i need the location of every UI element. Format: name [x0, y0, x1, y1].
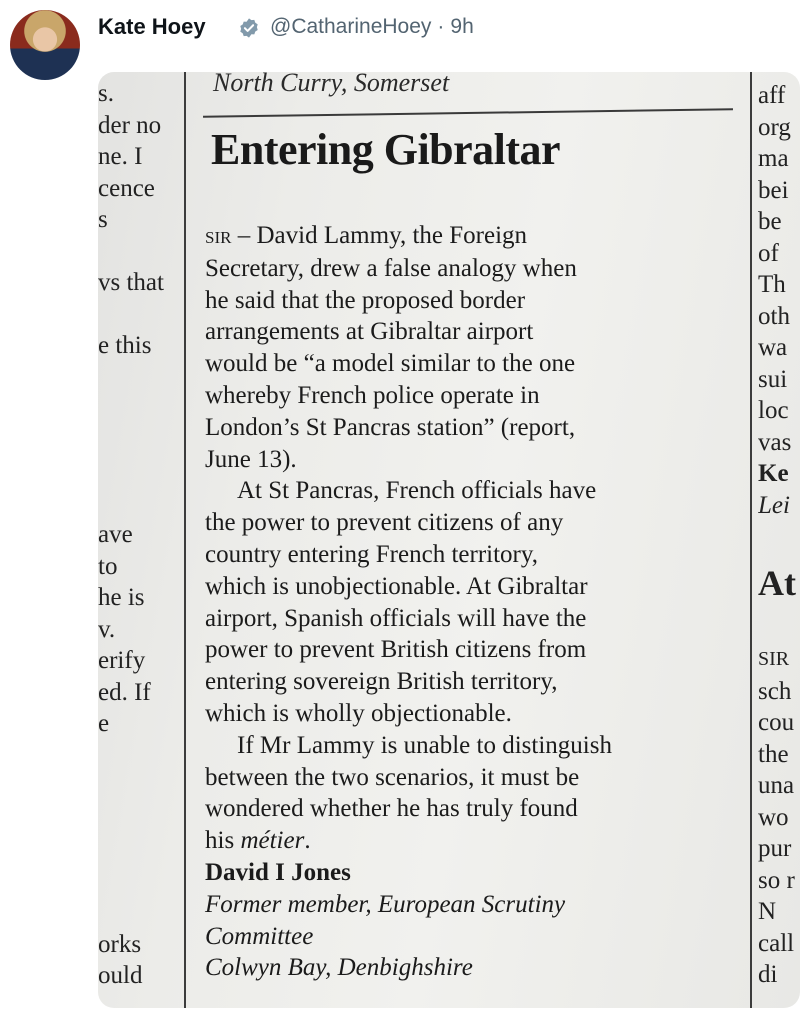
fragment-line: una: [758, 772, 795, 799]
fragment-line: [98, 236, 182, 268]
fragment-line: be: [758, 208, 782, 235]
fragment-line: SIR: [758, 648, 790, 670]
fragment-line: e this: [98, 332, 152, 359]
body-line: sir – David Lammy, the Foreign: [205, 222, 528, 249]
fragment-line: bei: [758, 176, 789, 204]
body-line: which is wholly objectionable.: [205, 699, 512, 727]
fragment-line: ne. I: [98, 143, 143, 170]
separator-dot: ·: [437, 15, 445, 38]
fragment-line: [98, 897, 182, 929]
fragment-line: N: [758, 898, 777, 925]
fragment-line: vas: [758, 428, 792, 456]
fragment-line: wa: [758, 334, 788, 361]
fragment-line: erify: [98, 647, 146, 674]
fragment-line: [98, 771, 182, 803]
fragment-line: s.: [98, 80, 114, 107]
fragment-line: Ke: [758, 460, 789, 487]
fragment-line: [98, 740, 182, 772]
fragment-line: pur: [758, 835, 792, 862]
fragment-line: so r: [758, 866, 795, 894]
fragment-line: loc: [758, 397, 789, 424]
fragment-line: [98, 393, 182, 425]
verified-badge-icon: [238, 17, 260, 39]
fragment-line: [98, 362, 182, 394]
fragment-line: [98, 488, 182, 520]
fragment-line: s: [98, 206, 108, 233]
fragment-line: [758, 521, 800, 553]
body-line: London’s St Pancras station” (report,: [205, 413, 576, 441]
fragment-line: [98, 456, 182, 488]
body-line: wondered whether he has truly found: [205, 795, 578, 823]
fragment-line: aff: [758, 82, 786, 109]
fragment-line: call: [758, 929, 795, 957]
fragment-line: ma: [758, 145, 789, 172]
left-column-fragments: [98, 78, 182, 992]
fragment-line: sch: [758, 677, 792, 705]
fragment-line: [98, 425, 182, 457]
fragment-line: At: [758, 562, 796, 603]
author-handle-and-time: [270, 15, 474, 39]
body-line: arrangements at Gibraltar airport: [205, 318, 534, 346]
signature-role: Former member, European Scrutiny: [205, 890, 566, 918]
fragment-line: cence: [98, 174, 155, 202]
body-line: If Mr Lammy is unable to distinguish: [237, 731, 612, 759]
fragment-line: v.: [98, 615, 116, 643]
body-line: airport, Spanish officials will have the: [205, 604, 587, 632]
fragment-line: oth: [758, 302, 790, 330]
fragment-line: [98, 866, 182, 898]
right-column-rule: [750, 72, 752, 1008]
italic-word: métier: [240, 827, 305, 855]
fragment-line: to: [98, 552, 118, 580]
newspaper-clipping-image[interactable]: [98, 72, 800, 1008]
signature-name: David I Jones: [205, 858, 351, 886]
body-line: the power to prevent citizens of any: [205, 509, 564, 537]
fragment-line: orks: [98, 930, 142, 958]
tweet-time[interactable]: 9h: [450, 15, 474, 38]
fragment-line: Lei: [758, 491, 790, 519]
fragment-line: of: [758, 239, 779, 267]
right-column-fragments: [758, 80, 800, 991]
author-name[interactable]: Kate Hoey: [98, 14, 206, 39]
fragment-line: [98, 803, 182, 835]
fragment-line: ould: [98, 962, 143, 989]
letter-body: [205, 220, 745, 984]
fragment-line: Th: [758, 271, 786, 298]
tweet-header: [0, 0, 812, 70]
author-handle[interactable]: @CatharineHoey: [270, 15, 432, 38]
avatar[interactable]: [10, 10, 80, 80]
fragment-line: sui: [758, 365, 788, 393]
headline-rule: [203, 108, 733, 117]
signature-location: Colwyn Bay, Denbighshire: [205, 954, 473, 982]
fragment-line: [98, 299, 182, 331]
fragment-line: ave: [98, 521, 133, 548]
body-line: power to prevent British citizens from: [205, 636, 587, 664]
fragment-line: [98, 834, 182, 866]
fragment-line: der no: [98, 111, 162, 139]
body-line: June 13).: [205, 445, 297, 473]
fragment-line: cou: [758, 709, 795, 736]
body-line: whereby French police operate in: [205, 381, 540, 409]
fragment-line: [758, 613, 800, 645]
body-line: would be “a model similar to the one: [205, 350, 576, 378]
fragment-line: he is: [98, 584, 145, 611]
left-column-rule: [184, 72, 186, 1008]
body-line: his métier.: [205, 827, 311, 855]
fragment-line: e: [98, 710, 110, 737]
body-line: he said that the proposed border: [205, 286, 526, 314]
fragment-line: org: [758, 113, 791, 141]
body-line: At St Pancras, French officials have: [237, 477, 597, 505]
body-line: which is unobjectionable. At Gibraltar: [205, 572, 588, 600]
fragment-line: ed. If: [98, 678, 151, 706]
headline: Entering Gibraltar: [211, 125, 561, 174]
fragment-line: di: [758, 961, 778, 988]
salutation: sir: [205, 223, 232, 249]
fragment-line: vs that: [98, 269, 164, 296]
fragment-line: wo: [758, 803, 789, 831]
dateline: North Curry, Somerset: [213, 72, 450, 97]
signature-role: Committee: [205, 922, 314, 950]
body-line: country entering French territory,: [205, 540, 538, 568]
body-line: entering sovereign British territory,: [205, 668, 558, 696]
body-line: between the two scenarios, it must be: [205, 763, 580, 791]
body-line: Secretary, drew a false analogy when: [205, 254, 577, 282]
fragment-line: the: [758, 740, 789, 768]
